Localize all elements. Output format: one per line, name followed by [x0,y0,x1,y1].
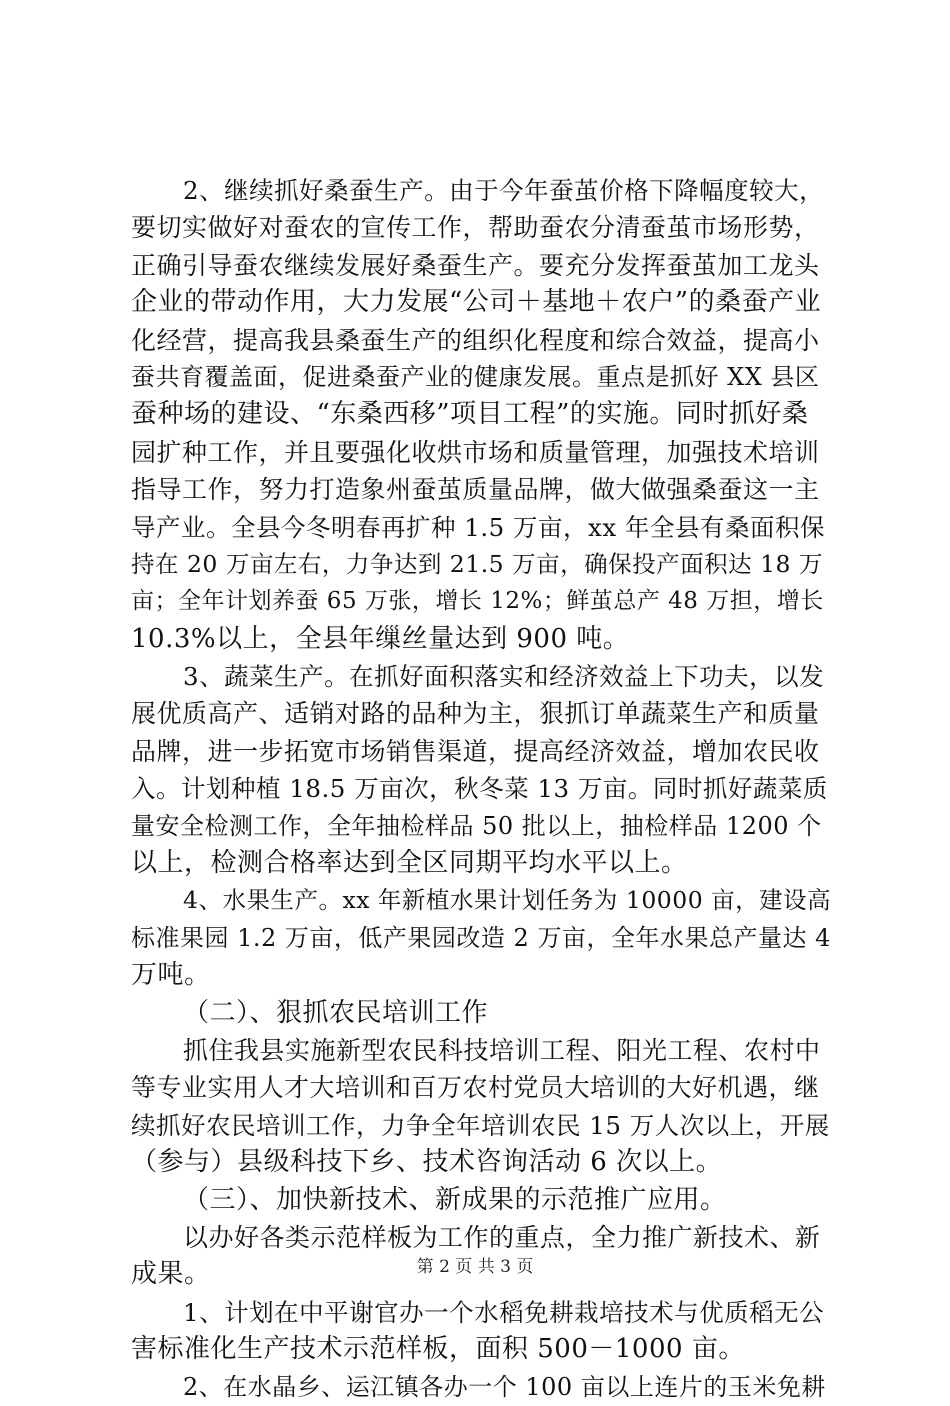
text-line: 以上，检测合格率达到全区同期平均水平以上。 [131,848,688,879]
text-line: 指导工作，努力打造象州蚕茧质量品牌，做大做强桑蚕这一主 [131,475,820,505]
text-line: 化经营，提高我县桑蚕生产的组织化程度和综合效益，提高小 [131,325,820,355]
text-line: 万吨。 [131,960,211,991]
text-line: 标准果园 1.2 万亩，低产果园改造 2 万亩，全年水果总产量达 4 [131,923,831,952]
text-line: 抓住我县实施新型农民科技培训工程、阳光工程、农村中 [183,1035,821,1065]
text-line: 3、蔬菜生产。在抓好面积落实和经济效益上下功夫，以发 [183,662,825,692]
text-line: 园扩种工作，并且要强化收烘市场和质量管理，加强技术培训 [131,437,820,467]
text-line: 4、水果生产。xx 年新植水果计划任务为 10000 亩，建设高 [183,886,831,915]
text-line: 企业的带动作用，大力发展“公司＋基地＋农户”的桑蚕产业 [131,287,822,318]
text-line: （三）、加快新技术、新成果的示范推广应用。 [183,1184,727,1215]
text-line: 要切实做好对蚕农的宣传工作，帮助蚕农分清蚕茧市场形势， [131,213,820,243]
text-line: 害标准化生产技术示范样板，面积 500－1000 亩。 [131,1334,745,1365]
text-line: 以办好各类示范样板为工作的重点，全力推广新技术、新 [183,1222,821,1252]
text-line: 1、计划在中平谢官办一个水稻免耕栽培技术与优质稻无公 [183,1297,825,1327]
page-footer [0,1256,950,1278]
text-line: 成果。 [131,1259,211,1290]
text-line: （二）、狠抓农民培训工作 [183,997,489,1028]
text-line: 量安全检测工作，全年抽检样品 50 批以上，抽检样品 1200 个 [131,811,822,840]
text-line: 正确引导蚕农继续发展好桑蚕生产。要充分发挥蚕茧加工龙头 [131,250,820,280]
text-line: 持在 20 万亩左右，力争达到 21.5 万亩，确保投产面积达 18 万 [131,549,823,578]
page-number: 第 2 页 共 3 页 [416,1257,534,1277]
text-line: （参与）县级科技下乡、技术咨询活动 6 次以上。 [131,1147,723,1178]
text-line: 导产业。全县今冬明春再扩种 1.5 万亩，xx 年全县有桑面积保 [131,512,825,542]
text-line: 亩；全年计划养蚕 65 万张，增长 12%；鲜茧总产 48 万担，增长 [131,588,824,615]
text-line: 续抓好农民培训工作，力争全年培训农民 15 万人次以上，开展 [131,1110,830,1140]
text-line: 10.3%以上，全县年缫丝量达到 900 吨。 [131,623,630,654]
text-line: 展优质高产、适销对路的品种为主，狠抓订单蔬菜生产和质量 [131,699,820,729]
text-line: 蚕种场的建设、“东桑西移”项目工程”的实施。同时抓好桑 [131,399,809,430]
text-line: 品牌，进一步拓宽市场销售渠道，提高经济效益，增加农民收 [131,736,820,766]
text-line: 入。计划种植 18.5 万亩次，秋冬菜 13 万亩。同时抓好蔬菜质 [131,774,828,804]
document-body [131,172,831,1406]
text-line: 2、在水晶乡、运江镇各办一个 100 亩以上连片的玉米免耕 [183,1372,826,1401]
text-line: 蚕共育覆盖面，促进桑蚕产业的健康发展。重点是抓好 XX 县区 [131,362,820,391]
text-line: 2、继续抓好桑蚕生产。由于今年蚕茧价格下降幅度较大， [183,176,825,205]
text-line: 等专业实用人才大培训和百万农村党员大培训的大好机遇，继 [131,1073,820,1103]
